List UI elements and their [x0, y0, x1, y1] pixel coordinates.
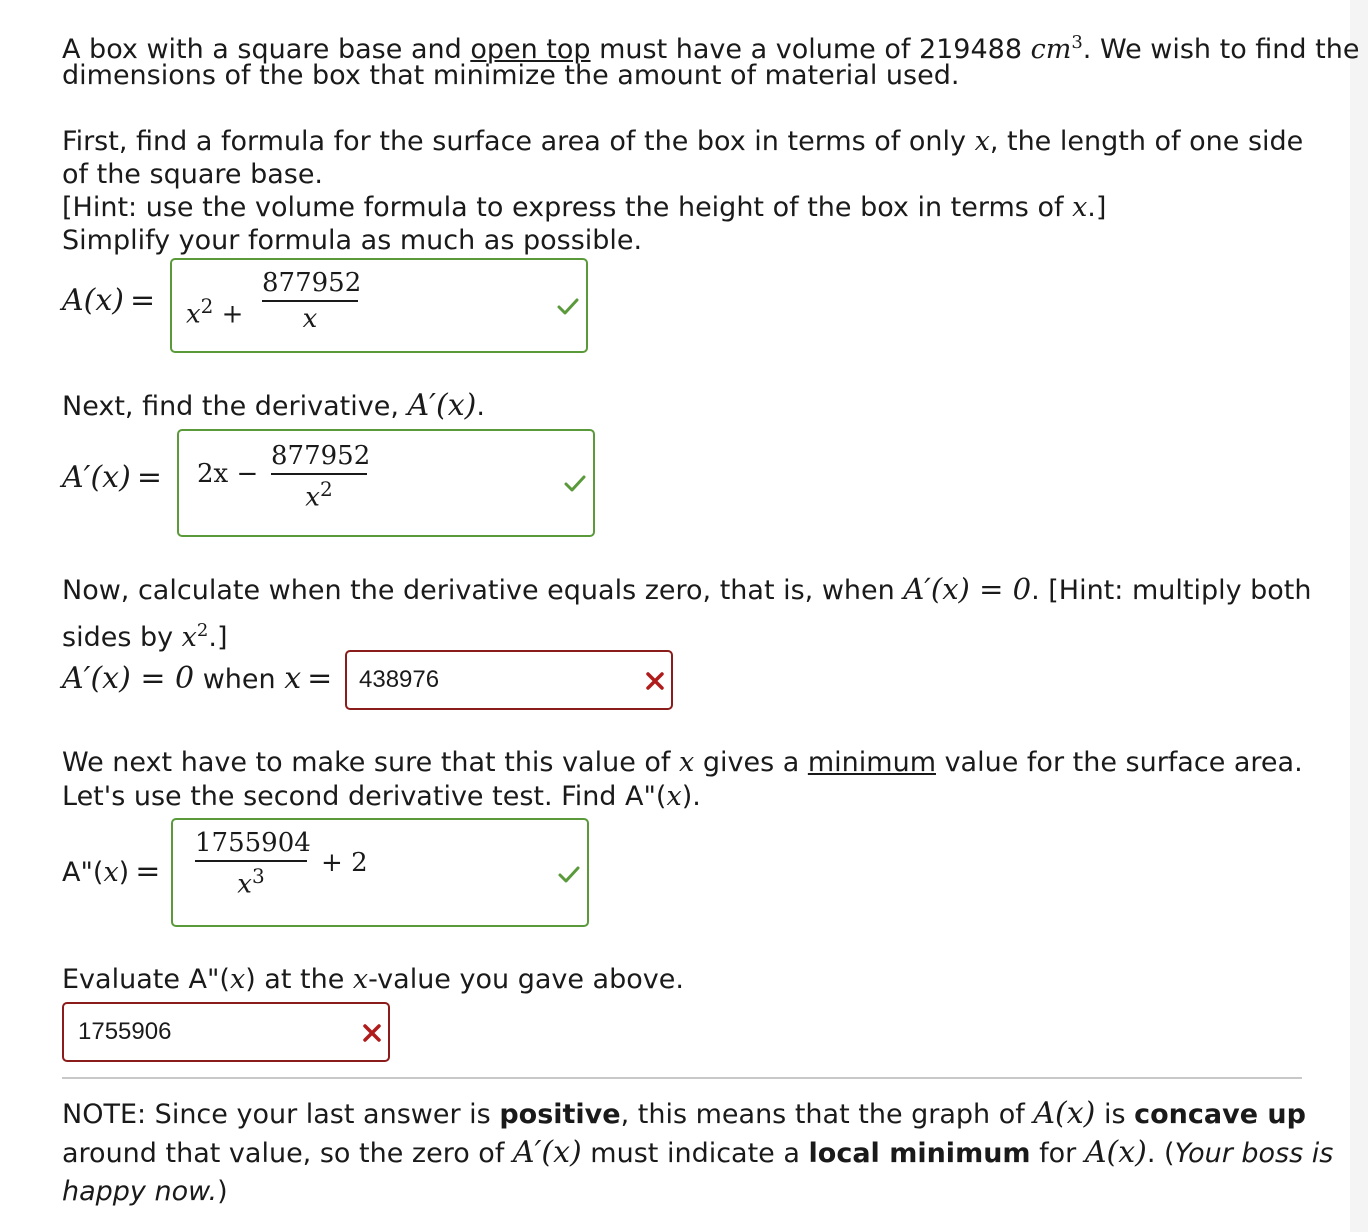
step4-answer-fraction: 1755904 $x^3$ — [195, 828, 311, 900]
step1-label: A(x) = — [62, 283, 156, 318]
step2-answer-term1: 2x − — [197, 459, 259, 489]
step5-answer-field[interactable] — [62, 1002, 390, 1062]
problem-statement-line2: dimensions of the box that minimize the amount of material used. — [62, 60, 960, 91]
step2-answer-field[interactable] — [177, 429, 595, 537]
step2-instruction: Next, find the derivative, A′(x). — [62, 388, 485, 423]
step1-answer-term1: $x^2$ + — [186, 294, 244, 330]
step3-answer-field[interactable] — [345, 650, 673, 710]
step1-instruction-line2: of the square base. — [62, 159, 324, 190]
check-icon — [563, 471, 587, 495]
step4-answer-field[interactable] — [171, 818, 589, 927]
check-icon — [557, 862, 581, 886]
open-top-term: open top — [470, 34, 591, 65]
step3-instruction-line2: sides by $x^2$.] — [62, 620, 228, 653]
note-line3: happy now.) — [62, 1176, 228, 1207]
step2-label: A′(x) = — [62, 460, 162, 495]
scrollbar-track[interactable] — [1350, 0, 1368, 1232]
note-line2: around that value, so the zero of A′(x) must indicate a local minimum for A(x). (Your boss is — [62, 1135, 1334, 1170]
step2-answer-fraction: 877952 $x^2$ — [271, 441, 371, 513]
problem-statement-line1: A box with a square base and open top must have a volume of 219488 $cm^3$. We wish to find the — [62, 32, 1360, 65]
x-icon — [362, 1023, 382, 1043]
step3-answer-value: 438976 — [359, 666, 440, 693]
minimum-term: minimum — [807, 747, 936, 778]
divider — [62, 1077, 1302, 1079]
step1-answer-field[interactable] — [170, 258, 588, 353]
step5-answer-value: 1755906 — [78, 1018, 172, 1045]
step1-instruction-line1: First, find a formula for the surface area of the box in terms of only x, the length of one side — [62, 126, 1304, 157]
x-icon — [645, 671, 665, 691]
step1-answer-fraction: 877952 x — [262, 268, 362, 334]
step5-instruction: Evaluate A"(x) at the x-value you gave above. — [62, 964, 684, 995]
step4-instruction-line1: We next have to make sure that this value of x gives a minimum value for the surface area. — [62, 747, 1303, 778]
step4-instruction-line2: Let's use the second derivative test. Find A"(x). — [62, 781, 701, 812]
step1-hint: [Hint: use the volume formula to express the height of the box in terms of x.] — [62, 192, 1107, 223]
check-icon — [556, 294, 580, 318]
step3-instruction-line1: Now, calculate when the derivative equals zero, that is, when A′(x) = 0. [Hint: multiply both — [62, 572, 1312, 606]
step3-label: A′(x) = 0 when x = — [62, 661, 333, 696]
step4-answer-term2: + 2 — [321, 848, 368, 878]
step4-label: A"(x) = — [62, 854, 161, 889]
step1-simplify-note: Simplify your formula as much as possible. — [62, 225, 643, 256]
note-line1: NOTE: Since your last answer is positive, this means that the graph of A(x) is concave up — [62, 1096, 1306, 1131]
